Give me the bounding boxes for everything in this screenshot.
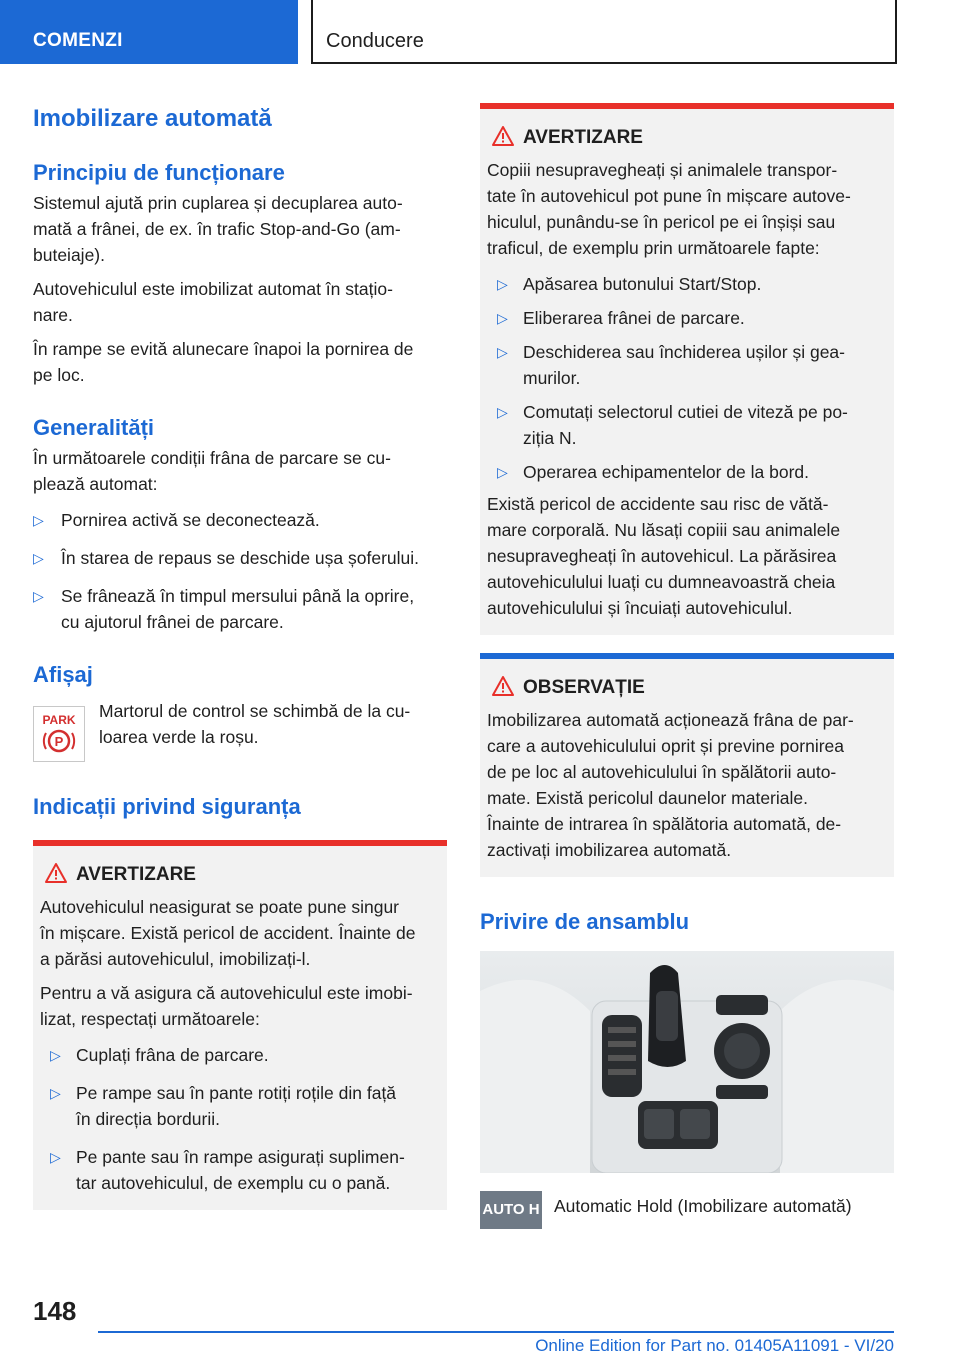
principiu-heading: Principiu de funcționare — [33, 160, 285, 185]
warning-box — [33, 840, 447, 1210]
list-item: ▷ Comutați selectorul cutiei de viteză pe po- ziția N. — [487, 399, 887, 451]
observation-box — [480, 653, 894, 877]
afisaj-heading: Afișaj — [33, 662, 93, 687]
right-column — [480, 103, 894, 1235]
afisaj-text: Martorul de control se schimbă de la cu- loarea verde la roșu. — [99, 701, 411, 747]
bullet-icon: ▷ — [497, 344, 508, 360]
list-item: ▷ Deschiderea sau închiderea ușilor și gea- murilor. — [487, 339, 887, 391]
bullet-icon: ▷ — [50, 1047, 61, 1063]
warning-triangle-icon — [491, 125, 515, 155]
list-item: ▷ Cuplați frâna de parcare. — [40, 1042, 440, 1068]
footer-rule — [98, 1331, 894, 1333]
svg-text:P: P — [54, 734, 64, 749]
page-number: 148 — [33, 1296, 77, 1326]
generalitati-intro: În următoarele condiții frâna de parcare se cu- plează automat: — [33, 448, 391, 494]
generalitati-heading: Generalități — [33, 415, 155, 440]
warning-list — [40, 1042, 440, 1196]
warning-triangle-icon — [44, 862, 68, 892]
page-title: Imobilizare automată — [33, 105, 272, 132]
list-item: ▷ Se frânează în timpul mersului până la oprire, cu ajutorul frânei de parcare. — [33, 583, 447, 635]
gear-console-illustration — [480, 951, 894, 1173]
list-item: ▷ Pe rampe sau în pante rotiți roțile din față în direcția bordurii. — [40, 1080, 440, 1132]
chapter-tab — [311, 0, 897, 64]
list-item: ▷ Pe pante sau în rampe asigurați suplimen- tar autovehiculul, de exemplu cu o pană. — [40, 1144, 440, 1196]
bullet-icon: ▷ — [33, 512, 44, 528]
bullet-icon: ▷ — [50, 1085, 61, 1101]
autoh-row — [480, 1191, 894, 1235]
bullet-icon: ▷ — [497, 310, 508, 326]
warning-p1: Copiii nesupravegheați și animalele transpor- tate în autovehicul pot pune în mișcare autove- hiculul, punându-se în pericol pe ei înșiși sau traficul, de exemplu prin următoarele fapte: — [487, 160, 851, 258]
principiu-p3: În rampe se evită alunecare înapoi la pornirea de pe loc. — [33, 339, 414, 385]
observation-title: OBSERVAȚIE — [487, 675, 887, 701]
warning-p2: Pentru a vă asigura că autovehiculul este imobi- lizat, respectați următoarele: — [40, 983, 413, 1029]
list-item: ▷ Pornirea activă se deconectează. — [33, 507, 447, 533]
principiu-p2: Autovehiculul este imobilizat automat în stațio- nare. — [33, 279, 393, 325]
warning-list — [487, 271, 887, 485]
list-item: ▷ Operarea echipamentelor de la bord. — [487, 459, 887, 485]
park-indicator-icon — [33, 706, 85, 762]
warning-box — [480, 103, 894, 635]
warning-triangle-icon — [491, 675, 515, 705]
generalitati-list — [33, 507, 447, 635]
warning-title: AVERTIZARE — [487, 125, 887, 151]
left-column — [33, 100, 447, 1210]
afisaj-row — [33, 698, 447, 780]
bullet-icon: ▷ — [50, 1149, 61, 1165]
footer-edition: Online Edition for Part no. 01405A11091 - VI/20 — [535, 1336, 894, 1355]
list-item: ▷ Eliberarea frânei de parcare. — [487, 305, 887, 331]
bullet-icon: ▷ — [33, 550, 44, 566]
bullet-icon: ▷ — [497, 276, 508, 292]
warning-p1: Autovehiculul neasigurat se poate pune singur în mișcare. Există pericol de accident. Înainte de a părăsi autovehiculul, imobilizați-l. — [40, 897, 416, 969]
warning-p2: Există pericol de accidente sau risc de vătă- mare corporală. Nu lăsați copiii sau animalele nesupravegheați în autovehicul. La părăsirea autovehiculului luați cu dumneavoastră cheia autovehiculului și încuiați autovehiculul. — [487, 494, 841, 618]
list-item: ▷ Apăsarea butonului Start/Stop. — [487, 271, 887, 297]
principiu-p1: Sistemul ajută prin cuplarea și decuplarea auto- mată a frânei, de ex. în trafic Stop-and-Go (am- buteiaje). — [33, 193, 403, 265]
auto-hold-button-icon: AUTO H — [480, 1191, 542, 1229]
section-label: COMENZI — [33, 30, 123, 51]
siguranta-heading: Indicații privind siguranța — [33, 794, 301, 819]
observation-p1: Imobilizarea automată acționează frâna de par- care a autovehiculului oprit și previne pornirea de pe loc al autovehiculului în spălătorii auto- mate. Există pericolul daunelor materiale. Înainte de intrarea în spălătoria automată, de- zactivați imobilizarea automată. — [487, 710, 854, 860]
chapter-label: Conducere — [326, 30, 424, 52]
list-item: ▷ În starea de repaus se deschide ușa șoferului. — [33, 545, 447, 571]
section-tab — [0, 0, 298, 64]
bullet-icon: ▷ — [497, 404, 508, 420]
privire-heading: Privire de ansamblu — [480, 909, 690, 934]
warning-title: AVERTIZARE — [40, 862, 440, 888]
svg-text:PARK: PARK — [42, 713, 76, 727]
auto-hold-caption: Automatic Hold (Imobilizare automată) — [554, 1196, 852, 1216]
bullet-icon: ▷ — [497, 464, 508, 480]
bullet-icon: ▷ — [33, 588, 44, 604]
console-photo — [480, 951, 894, 1173]
